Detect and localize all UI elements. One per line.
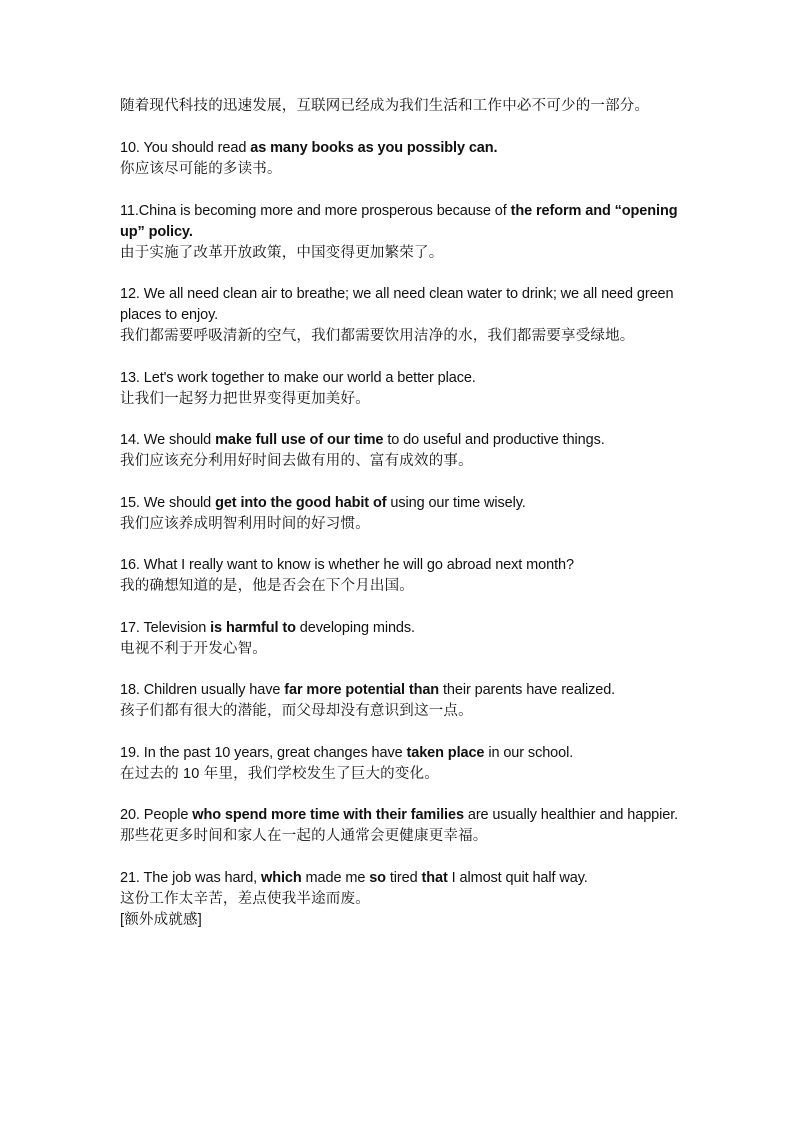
english-sentence [120,430,680,451]
chinese-translation: 我的确想知道的是，他是否会在下个月出国。 [120,578,414,594]
sentence-text: tired [385,869,422,886]
english-sentence [120,284,680,326]
sentence-text: made me [301,869,370,886]
sentence-text: 18. Children usually have [120,682,285,698]
chinese-translation: 让我们一起努力把世界变得更加美好。 [120,390,370,407]
english-sentence [120,493,680,514]
chinese-translation: 那些花更多时间和家人在一起的人通常会更健康更幸福。 [120,828,488,844]
english-sentence [120,805,680,826]
sentence-list [120,138,680,931]
extra-note: [额外成就感] [120,911,202,928]
bold-phrase: far more potential than [284,682,440,698]
sentence-text: using our time wisely. [386,494,526,511]
bold-phrase: the reform and “opening up” policy. [120,202,678,240]
sentence-text: 17. Television [120,619,211,636]
bold-phrase: taken place [406,744,485,761]
english-sentence [120,868,680,889]
sentence-text: their parents have realized. [439,682,616,698]
english-sentence [120,368,680,389]
bold-phrase: that [421,869,448,886]
sentence-text: 15. We should [120,494,216,511]
chinese-translation: 我们应该养成明智利用时间的好习惯。 [120,515,370,532]
sentence-item [120,868,680,931]
sentence-text: 10. You should read [120,140,251,156]
chinese-translation: 我们应该充分利用好时间去做有用的、富有成效的事。 [120,453,473,469]
sentence-item [120,618,680,660]
bold-phrase: make full use of our time [215,432,384,448]
sentence-text: are usually healthier and happier. [463,807,679,823]
chinese-translation: 这份工作太辛苦，差点使我半途而废。 [120,890,370,907]
chinese-translation: 孩子们都有很大的潜能，而父母却没有意识到这一点。 [120,703,473,719]
sentence-text: 20. People [120,807,193,823]
sentence-item [120,201,680,264]
english-sentence [120,743,680,764]
bold-phrase: who spend more time with their families [192,807,464,823]
sentence-item [120,680,680,722]
chinese-translation: 由于实施了改革开放政策，中国变得更加繁荣了。 [120,244,444,261]
english-sentence [120,618,680,639]
sentence-text: 19. In the past 10 years, great changes have [120,744,407,761]
sentence-text: in our school. [484,744,574,761]
english-sentence [120,201,680,243]
sentence-item [120,284,680,347]
sentence-text: 21. The job was hard, [120,869,262,886]
sentence-item [120,138,680,180]
sentence-item [120,430,680,472]
bold-phrase: so [369,869,386,886]
chinese-translation: 在过去的 10 年里，我们学校发生了巨大的变化。 [120,765,439,782]
sentence-text: I almost quit half way. [447,869,588,886]
sentence-text: to do useful and productive things. [383,432,605,448]
bold-phrase: as many books as you possibly can. [250,140,498,156]
sentence-text: 13. Let's work together to make our world a better place. [120,369,476,386]
sentence-text: developing minds. [295,619,415,636]
chinese-translation: 我们都需要呼吸清新的空气，我们都需要饮用洁净的水，我们都需要享受绿地。 [120,328,635,344]
sentence-item [120,555,680,597]
intro-paragraph [120,96,680,117]
sentence-text: 12. We all need clean air to breathe; we all need clean water to drink; we all need green places to enjoy. [120,286,674,323]
bold-phrase: which [261,869,302,886]
sentence-text: 16. What I really want to know is whether he will go abroad next month? [120,557,574,573]
document-page [120,92,680,951]
bold-phrase: is harmful to [210,619,296,636]
chinese-translation: 电视不利于开发心智。 [120,640,267,657]
sentence-text: 14. We should [120,432,216,448]
chinese-translation: 你应该尽可能的多读书。 [120,161,282,177]
sentence-item [120,493,680,535]
sentence-item [120,805,680,847]
english-sentence [120,680,680,701]
sentence-item [120,368,680,410]
english-sentence [120,138,680,159]
sentence-item [120,743,680,785]
bold-phrase: get into the good habit of [215,494,387,511]
english-sentence [120,555,680,576]
intro-chinese: 随着现代科技的迅速发展，互联网已经成为我们生活和工作中必不可少的一部分。 [120,98,650,114]
sentence-text: 11.China is becoming more and more prosperous because of [120,202,511,219]
